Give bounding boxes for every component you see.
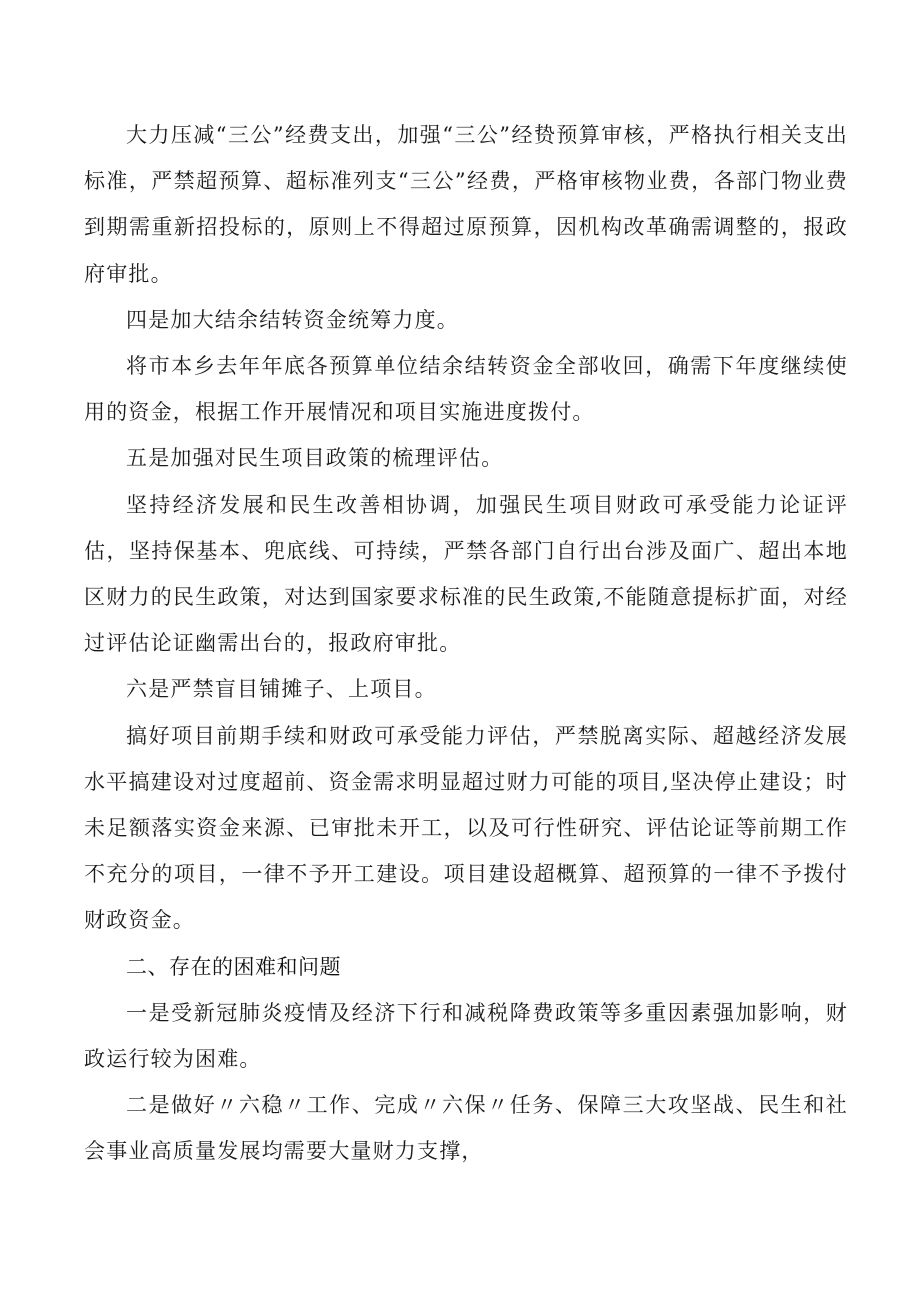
paragraph-difficulty-one: 一是受新冠肺炎疫情及经济下行和减税降费政策等多重因素强加影响，财政运行较为困难。 — [84, 1000, 848, 1072]
paragraph-carryover-funds: 将市本乡去年年底各预算单位结余结转资金全部收回，确需下年度继续使用的资金，根据工作开展情况和项目实施进度拨付。 — [84, 354, 848, 425]
paragraph-livelihood-policy: 坚持经济发展和民生改善相协调，加强民生项目财政可承受能力论证评估，坚持保基本、兜底线、可持续，严禁各部门自行出台涉及面广、超出本地区财力的民生政策，对达到国家要求标准的民生政策,不能随意提标扩面，对经过评估论证幽需出台的，报政府审批。 — [84, 492, 848, 656]
paragraph-point-six-title: 六是严禁盲目铺摊子、上项目。 — [126, 677, 437, 702]
paragraph-point-four-title: 四是加大结余结转资金统筹力度。 — [126, 307, 459, 332]
paragraph-project-assessment: 搞好项目前期手续和财政可承受能力评估，严禁脱离实际、超越经济发展水平搞建设对过度超前、资金需求明显超过财力可能的项目,坚决停止建设；时未足额落实资金来源、已审批未开工，以及可行性研究、评估论证等前期工作不充分的项目，一律不予开工建设。项目建设超概算、超预算的一律不予拨付财政资金。 — [84, 723, 848, 933]
document-body — [84, 112, 848, 1175]
paragraph-difficulty-two: 二是做好〃六稳〃工作、完成〃六保〃任务、保障三大攻坚战、民生和社会事业高质量发展均需要大量财力支撑， — [84, 1093, 848, 1164]
paragraph-point-five-title: 五是加强对民生项目政策的梳理评估。 — [126, 446, 504, 471]
paragraph-austerity-measures: 大力压减“三公”经费支出，加强“三公”经贽预算审核，严格执行相关支出标准，严禁超预算、超标准列支“三公”经费，严格审核物业费，各部门物业费到期需重新招投标的，原则上不得超过原预算，因机构改革确需调整的，报政府审批。 — [84, 123, 848, 286]
section-heading-difficulties: 二、存在的困难和问题 — [126, 954, 341, 979]
